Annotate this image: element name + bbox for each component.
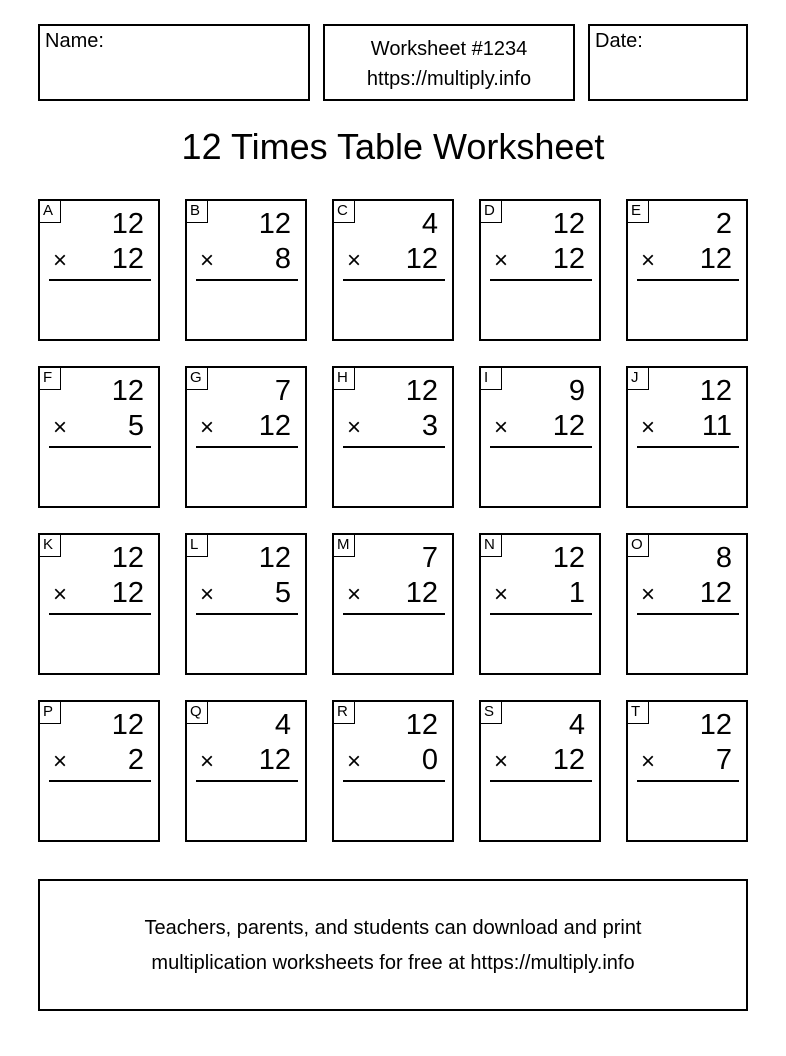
- problem-card[interactable]: [626, 199, 748, 341]
- problem-letter: K: [40, 535, 61, 557]
- problem-letter: E: [628, 201, 649, 223]
- answer-rule: [49, 613, 151, 615]
- problem-letter: I: [481, 368, 502, 390]
- multiplier: 11: [701, 410, 732, 442]
- problem-letter: G: [187, 368, 208, 390]
- date-label: Date:: [595, 30, 643, 52]
- problem-letter: L: [187, 535, 208, 557]
- problem-card[interactable]: [185, 533, 307, 675]
- footer-line-1: Teachers, parents, and students can download and print: [144, 917, 642, 939]
- times-sign: ×: [347, 414, 362, 441]
- worksheet-info-box: [323, 24, 575, 101]
- multiplier: 3: [421, 410, 438, 442]
- answer-rule: [196, 446, 298, 448]
- problem-card[interactable]: [332, 700, 454, 842]
- problem-card[interactable]: [626, 366, 748, 508]
- problem-letter: B: [187, 201, 208, 223]
- problem-card[interactable]: [479, 366, 601, 508]
- footer-box: [38, 879, 748, 1011]
- multiplier: 12: [111, 243, 144, 275]
- times-sign: ×: [53, 414, 68, 441]
- problem-letter: J: [628, 368, 649, 390]
- multiplicand: 12: [111, 542, 144, 574]
- problem-letter: M: [334, 535, 355, 557]
- answer-rule: [343, 446, 445, 448]
- times-sign: ×: [347, 247, 362, 274]
- problem-letter: R: [334, 702, 355, 724]
- multiplicand: 12: [258, 542, 291, 574]
- times-sign: ×: [494, 581, 509, 608]
- multiplicand: 4: [421, 208, 438, 240]
- problem-card[interactable]: [332, 366, 454, 508]
- multiplicand: 12: [699, 375, 732, 407]
- times-sign: ×: [200, 748, 215, 775]
- multiplicand: 12: [111, 208, 144, 240]
- answer-rule: [490, 780, 592, 782]
- problem-card[interactable]: [38, 366, 160, 508]
- problem-card[interactable]: [185, 700, 307, 842]
- multiplier: 1: [568, 577, 585, 609]
- multiplier: 8: [274, 243, 291, 275]
- multiplicand: 7: [421, 542, 438, 574]
- multiplicand: 2: [715, 208, 732, 240]
- times-sign: ×: [53, 748, 68, 775]
- multiplier: 0: [421, 744, 438, 776]
- problem-letter: P: [40, 702, 61, 724]
- multiplier: 2: [127, 744, 144, 776]
- worksheet-title: 12 Times Table Worksheet: [181, 126, 605, 167]
- multiplicand: 7: [274, 375, 291, 407]
- worksheet-website: https://multiply.info: [366, 68, 532, 90]
- times-sign: ×: [641, 247, 656, 274]
- problem-card[interactable]: [626, 533, 748, 675]
- times-sign: ×: [641, 414, 656, 441]
- answer-rule: [49, 279, 151, 281]
- multiplicand: 8: [715, 542, 732, 574]
- problem-card[interactable]: [185, 199, 307, 341]
- times-sign: ×: [641, 581, 656, 608]
- times-sign: ×: [347, 581, 362, 608]
- problem-card[interactable]: [479, 199, 601, 341]
- problem-card[interactable]: [185, 366, 307, 508]
- multiplier: 7: [715, 744, 732, 776]
- problem-letter: Q: [187, 702, 208, 724]
- answer-rule: [196, 613, 298, 615]
- problem-card[interactable]: [332, 199, 454, 341]
- times-sign: ×: [494, 247, 509, 274]
- times-sign: ×: [347, 748, 362, 775]
- name-label: Name:: [45, 30, 104, 52]
- problem-letter: C: [334, 201, 355, 223]
- multiplier: 12: [405, 243, 438, 275]
- problem-card[interactable]: [38, 700, 160, 842]
- multiplier: 12: [552, 243, 585, 275]
- answer-rule: [637, 446, 739, 448]
- multiplier: 12: [552, 410, 585, 442]
- multiplier: 12: [405, 577, 438, 609]
- multiplicand: 12: [552, 208, 585, 240]
- problem-letter: F: [40, 368, 61, 390]
- multiplier: 12: [699, 243, 732, 275]
- multiplicand: 4: [568, 709, 585, 741]
- multiplier: 12: [258, 410, 291, 442]
- times-sign: ×: [53, 247, 68, 274]
- multiplier: 12: [552, 744, 585, 776]
- problem-letter: A: [40, 201, 61, 223]
- multiplier: 12: [111, 577, 144, 609]
- answer-rule: [490, 613, 592, 615]
- problem-card[interactable]: [479, 700, 601, 842]
- worksheet-id: Worksheet #1234: [370, 38, 528, 60]
- multiplicand: 12: [111, 375, 144, 407]
- multiplier: 5: [127, 410, 144, 442]
- multiplicand: 12: [405, 375, 438, 407]
- problem-letter: N: [481, 535, 502, 557]
- times-sign: ×: [494, 748, 509, 775]
- multiplicand: 12: [699, 709, 732, 741]
- problem-letter: D: [481, 201, 502, 223]
- multiplier: 12: [258, 744, 291, 776]
- times-sign: ×: [641, 748, 656, 775]
- answer-rule: [490, 279, 592, 281]
- problem-card[interactable]: [626, 700, 748, 842]
- problem-card[interactable]: [332, 533, 454, 675]
- multiplicand: 9: [568, 375, 585, 407]
- answer-rule: [49, 780, 151, 782]
- problem-card[interactable]: [479, 533, 601, 675]
- multiplicand: 4: [274, 709, 291, 741]
- problem-letter: H: [334, 368, 355, 390]
- answer-rule: [637, 279, 739, 281]
- answer-rule: [196, 780, 298, 782]
- multiplicand: 12: [552, 542, 585, 574]
- answer-rule: [49, 446, 151, 448]
- answer-rule: [343, 780, 445, 782]
- multiplier: 5: [274, 577, 291, 609]
- answer-rule: [196, 279, 298, 281]
- problem-card[interactable]: [38, 199, 160, 341]
- times-sign: ×: [494, 414, 509, 441]
- answer-rule: [343, 613, 445, 615]
- problem-letter: O: [628, 535, 649, 557]
- date-field[interactable]: [588, 24, 748, 101]
- answer-rule: [490, 446, 592, 448]
- times-sign: ×: [200, 414, 215, 441]
- problem-letter: S: [481, 702, 502, 724]
- problem-card[interactable]: [38, 533, 160, 675]
- multiplicand: 12: [258, 208, 291, 240]
- problem-letter: T: [628, 702, 649, 724]
- answer-rule: [637, 613, 739, 615]
- times-sign: ×: [53, 581, 68, 608]
- answer-rule: [637, 780, 739, 782]
- times-sign: ×: [200, 247, 215, 274]
- multiplicand: 12: [111, 709, 144, 741]
- multiplicand: 12: [405, 709, 438, 741]
- footer-line-2: multiplication worksheets for free at https://multiply.info: [151, 952, 635, 974]
- multiplier: 12: [699, 577, 732, 609]
- name-field[interactable]: [38, 24, 310, 101]
- times-sign: ×: [200, 581, 215, 608]
- answer-rule: [343, 279, 445, 281]
